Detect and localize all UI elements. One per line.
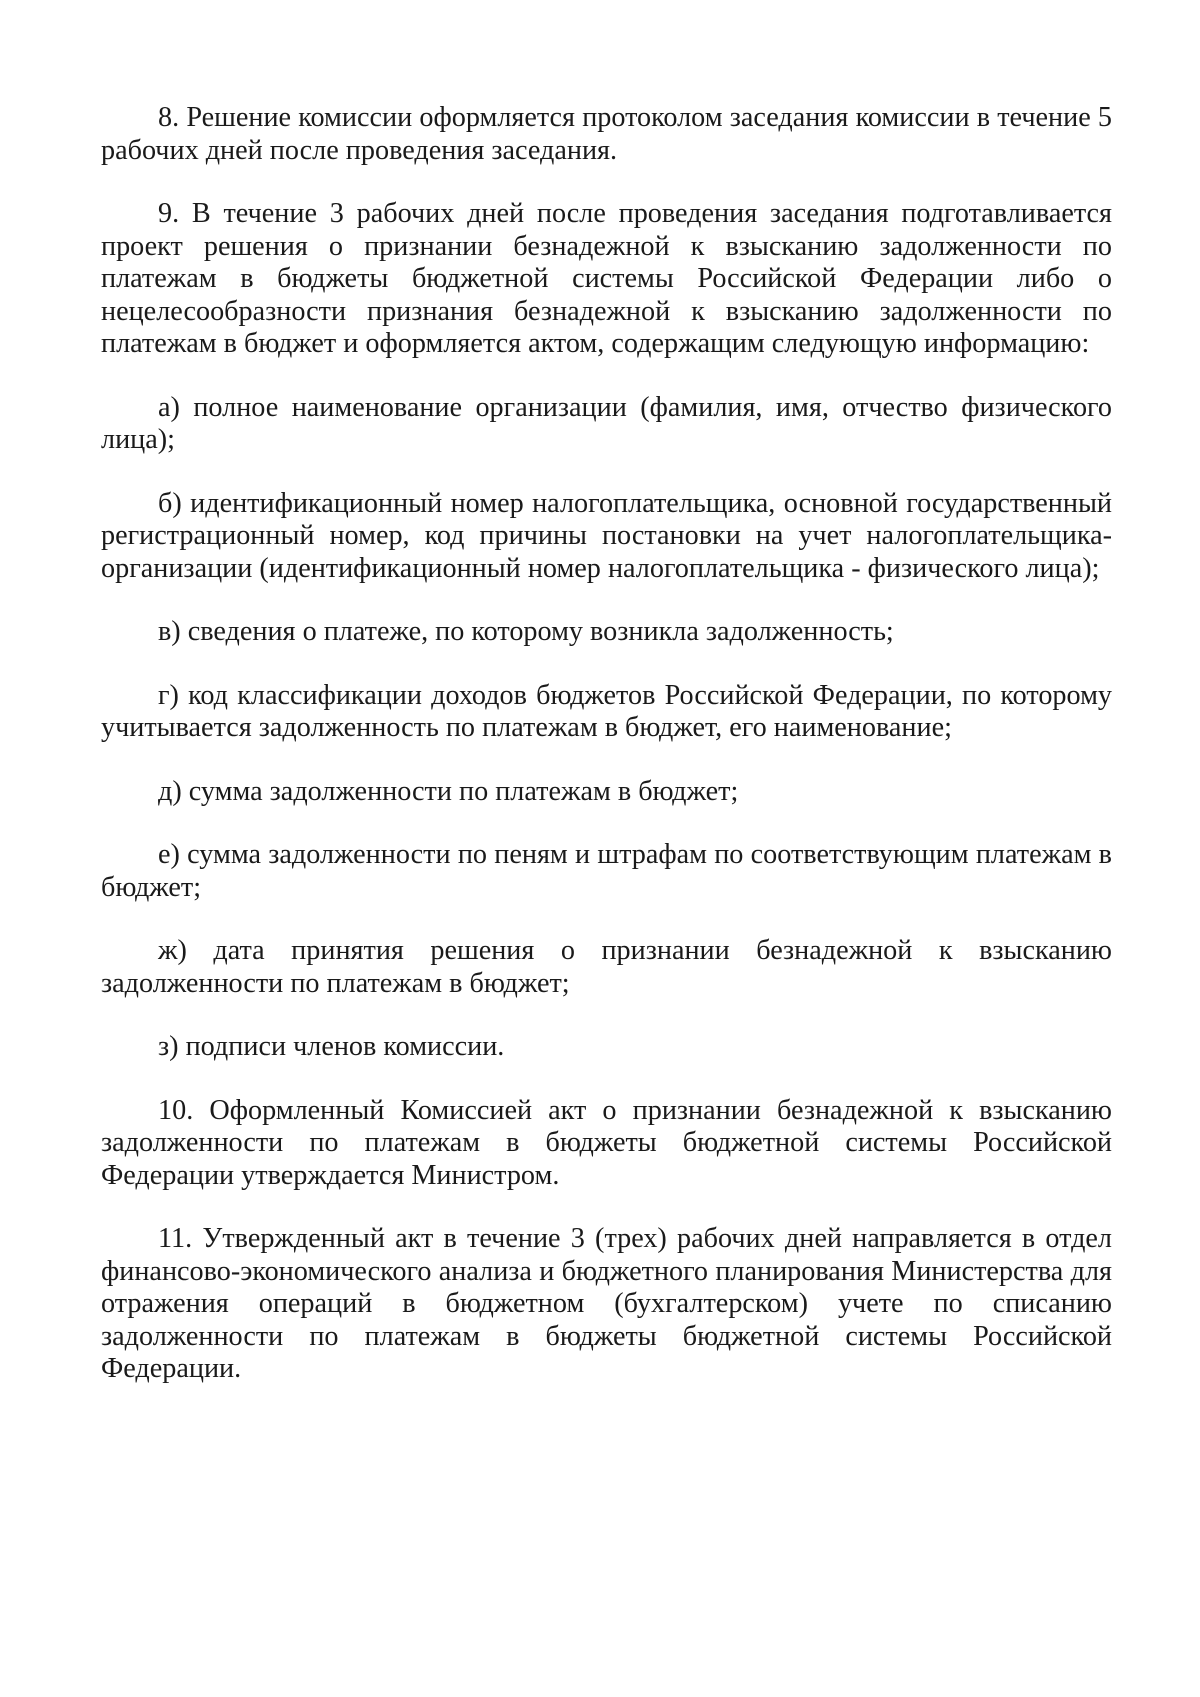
- paragraph-8: 8. Решение комиссии оформляется протоколом заседания комиссии в течение 5 рабочих дней после проведения заседания.: [101, 102, 1112, 166]
- list-item-d: д) сумма задолженности по платежам в бюджет;: [158, 775, 739, 807]
- paragraph-11: 11. Утвержденный акт в течение 3 (трех) рабочих дней направляется в отдел финансово-экономического анализа и бюджетного планирования Министерства для отражения операций в бюджетном (бухгалтерском) учете по списанию задолженности по платежам в бюджеты бюджетной системы Российской Федерации.: [101, 1223, 1112, 1384]
- list-item-e: е) сумма задолженности по пеням и штрафам по соответствующим платежам в бюджет;: [101, 839, 1112, 903]
- paragraph-9: 9. В течение 3 рабочих дней после проведения заседания подготавливается проект решения о признании безнадежной к взысканию задолженности по платежам в бюджеты бюджетной системы Российской Федерации либо о нецелесообразности признания безнадежной к взысканию задолженности по платежам в бюджет и оформляется актом, содержащим следующую информацию:: [101, 198, 1112, 359]
- list-item-b: б) идентификационный номер налогоплательщика, основной государственный регистрационный номер, код причины постановки на учет налогоплательщика-организации (идентификационный номер налогоплательщика - физического лица);: [101, 487, 1112, 584]
- list-item-a: а) полное наименование организации (фамилия, имя, отчество физического лица);: [101, 391, 1112, 455]
- list-item-g: г) код классификации доходов бюджетов Российской Федерации, по которому учитывается задолженность по платежам в бюджет, его наименование;: [101, 679, 1112, 743]
- list-item-v: в) сведения о платеже, по которому возникла задолженность;: [158, 616, 894, 647]
- paragraph-10: 10. Оформленный Комиссией акт о признании безнадежной к взысканию задолженности по платежам в бюджеты бюджетной системы Российской Федерации утверждается Министром.: [101, 1094, 1112, 1191]
- list-item-z: з) подписи членов комиссии.: [158, 1031, 505, 1062]
- document-body: [101, 102, 1112, 1417]
- list-item-zh: ж) дата принятия решения о признании безнадежной к взысканию задолженности по платежам в бюджет;: [101, 935, 1112, 999]
